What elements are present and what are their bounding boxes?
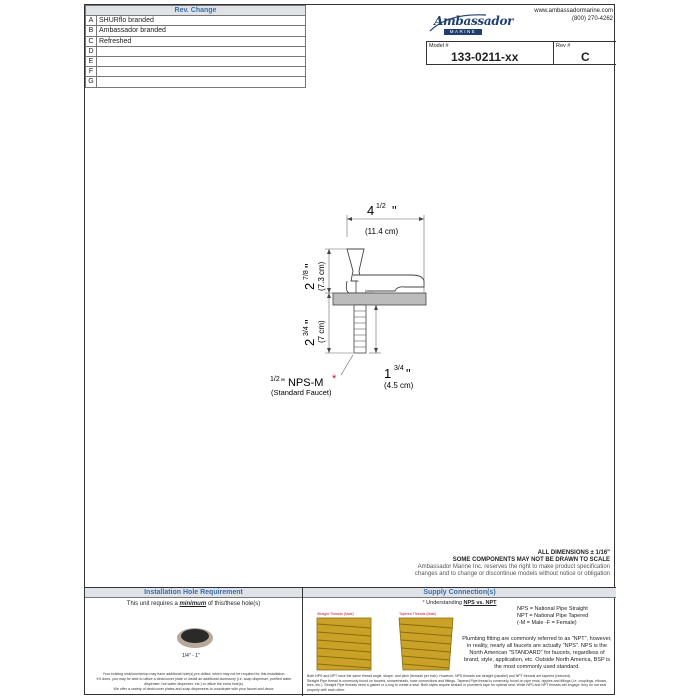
upper-height-cm-group: [317, 261, 326, 291]
npt-line: NPT = National Pipe Tapered: [517, 613, 589, 619]
supply-header: Supply Connection(s): [303, 588, 616, 598]
disclaimer-line-2: changes and to change or discontinue models without notice or obligation: [414, 571, 610, 577]
under-star: *: [422, 600, 425, 606]
nps-line: NPS = National Pipe Straight: [517, 606, 588, 612]
under-pre: Understanding: [424, 600, 464, 606]
inch-mark: ": [302, 319, 317, 324]
faucet-body: [346, 249, 424, 293]
lower-height-frac: 3/4: [303, 326, 310, 336]
thread-note-2: Straight Pipe thread is commonly found on faucets, showerheads, hose connections and fittings. Tapered Pipe thread is commonly found on pipe ends, nipples and fittings (i.e. couplings, elbows, tees, etc.). Straight Pipe threads need a gasket or o-ring to create a seal. Both styles require sealant or plumber's tape for optimal seal. While NPS and NPT threads will engage, they do not seal properly with each other.: [307, 678, 607, 692]
thread-sub: (Standard Faucet): [271, 388, 332, 397]
thread-star: *: [332, 373, 337, 385]
tapered-thread-label: Tapered Threads (Male): [399, 612, 437, 616]
installation-notes: [89, 672, 299, 692]
installation-header: Installation Hole Requirement: [85, 588, 302, 598]
rev-letter: C: [86, 36, 97, 46]
lower-height-label: [302, 319, 317, 346]
width-cm: (11.4 cm): [365, 227, 399, 236]
rev-change: SHURflo branded: [97, 16, 306, 26]
upper-height-frac: 7/8: [303, 270, 310, 280]
shank-cm: (4.5 cm): [384, 381, 414, 390]
disclaimer-line-1: Ambassador Marine Inc. reserves the right to make product specification: [417, 564, 610, 570]
rev-letter: B: [86, 26, 97, 36]
rev-letter: G: [86, 77, 97, 87]
gender-line: (-M = Male -F = Female): [517, 620, 577, 626]
website-link[interactable]: www.ambassadormarine.com: [534, 8, 613, 14]
model-number: 133-0211-xx: [451, 50, 519, 64]
install-note-1: Your existing sink/countertop may have additional hole(s) pre-drilled, which may not be required for this installation.: [102, 672, 286, 676]
inch-mark: ": [302, 263, 317, 268]
rev-letter: D: [86, 46, 97, 56]
rev-label: Rev #: [556, 43, 571, 49]
shank: [354, 305, 366, 353]
mounting-hole-icon: [175, 624, 215, 650]
upper-height-cm: (7.3 cm): [317, 261, 326, 291]
logo-subtext: MARINE: [444, 29, 482, 35]
logo-text: Ambassador: [434, 14, 514, 28]
thread-notes: [307, 674, 612, 692]
shank-whole: 1: [384, 366, 392, 381]
lower-height-whole: 2: [302, 338, 317, 346]
installation-panel: [85, 587, 303, 696]
shank-dimension: [369, 305, 414, 390]
upper-height-label: [302, 263, 317, 290]
lower-height-cm-group: [317, 320, 326, 343]
thread-label: " NPS-M: [281, 377, 324, 389]
inch-mark: ": [392, 203, 397, 218]
dims-tolerance: ALL DIMENSIONS ± 1/16": [537, 550, 610, 556]
hole-requirement: [85, 601, 302, 607]
countertop: [333, 293, 426, 305]
rev-change: Ambassador branded: [97, 26, 306, 36]
supply-panel: [303, 587, 616, 696]
thread-frac: 1/2: [270, 376, 280, 383]
rev-letter: A: [86, 16, 97, 26]
req-post: of this/these hole(s): [206, 601, 261, 607]
width-whole: 4: [367, 203, 375, 218]
tapered-thread-icon: [395, 616, 457, 672]
phone-number: (800) 270-4262: [571, 16, 613, 22]
rev-change: Refreshed: [97, 36, 306, 46]
under-em: NPS vs. NPT: [463, 600, 497, 606]
model-label: Model #: [429, 43, 449, 49]
rev-value: C: [581, 50, 590, 64]
nps-legend: [517, 606, 588, 627]
rev-table-header: Rev. Change: [86, 6, 306, 16]
rev-letter: F: [86, 67, 97, 77]
thread-callout: [270, 355, 353, 397]
hole-dimension: 1/4" - 1": [182, 653, 200, 659]
inch-mark: ": [406, 366, 411, 381]
upper-height-whole: 2: [302, 282, 317, 290]
req-em: minimum: [179, 601, 207, 607]
scale-note: SOME COMPONENTS MAY NOT BE DRAWN TO SCALE: [452, 557, 610, 563]
plumbing-note: Plumbing fitting are commonly referred to as "NPT", however, in reality, nearly all faucets are actually "NPS". NPS is the North American "STANDARD" for faucets, regardless of brand, style, application, etc. Outside North America, BSP is the most commonly used standard.: [462, 636, 612, 670]
dimensions-note: [415, 550, 610, 578]
rev-letter: E: [86, 56, 97, 66]
req-pre: This unit requires a: [126, 601, 180, 607]
thread-note-1: Both NPS and NPT have the same thread angle, shape, and pitch (threads per inch). However, NPS threads are straight (parallel) and NPT threads are tapered (reduced).: [307, 674, 572, 678]
install-note-3: We offer a variety of deck/cover plates and soap dispensers to coordinate with your faucet and decor.: [113, 687, 275, 691]
faucet-drawing: [85, 5, 616, 565]
drawing-sheet: [84, 4, 615, 695]
straight-thread-icon: [313, 616, 375, 672]
straight-thread-label: Straight Threads (Male): [317, 612, 354, 616]
install-note-2: If it does, you may be able to utilize a deck/cover plate or install an additional accessory (i.e. soap dispenser, purified water dispenser, hot water dispenser, etc.) to utilize the extra hole(s).: [96, 677, 292, 686]
width-frac: 1/2: [376, 203, 386, 210]
lower-height-cm: (7 cm): [317, 320, 326, 343]
shank-frac: 3/4: [394, 365, 404, 372]
